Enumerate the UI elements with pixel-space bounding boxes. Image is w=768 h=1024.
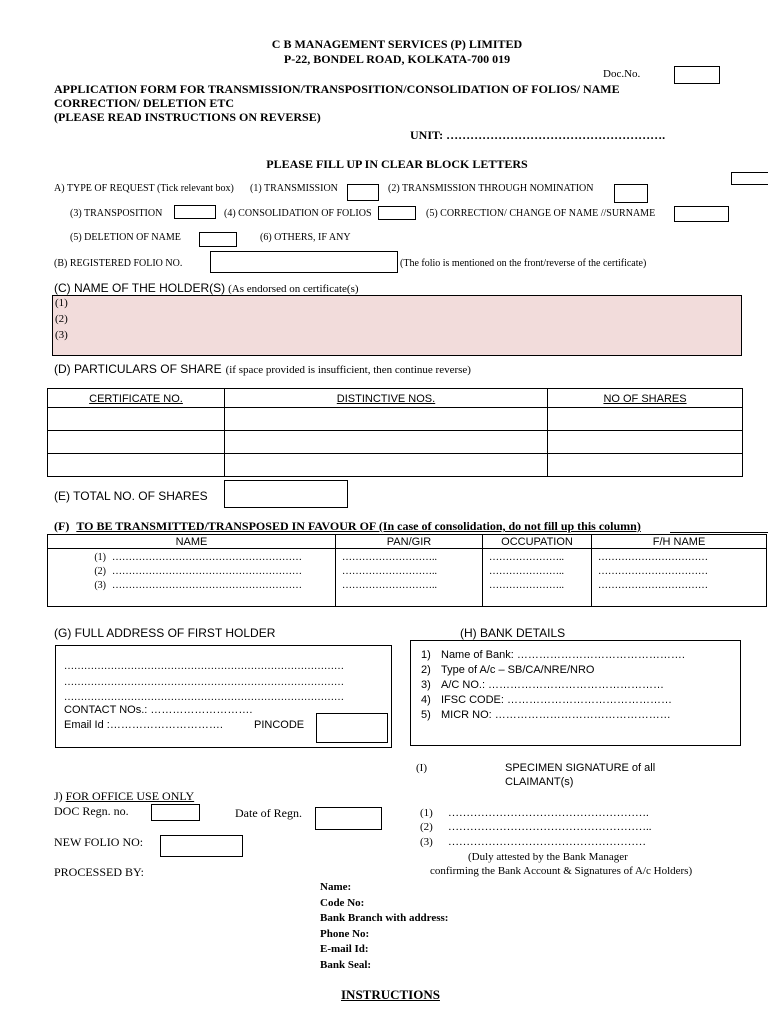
micr-row: 5) MICR NO: ………………………………………… xyxy=(421,709,671,721)
col-certificate-no: CERTIFICATE NO. xyxy=(48,389,225,408)
opt-transmission-label: (1) TRANSMISSION xyxy=(250,183,338,194)
holder-names-heading xyxy=(54,281,359,296)
attestation-note-1: (Duly attested by the Bank Manager xyxy=(468,851,628,863)
folio-no-note: (The folio is mentioned on the front/reverse of the certificate) xyxy=(400,258,647,269)
office-use-label: FOR OFFICE USE ONLY xyxy=(65,789,195,803)
signature-num: (I) xyxy=(416,762,427,774)
bank-official-seal: Bank Seal: xyxy=(320,958,372,971)
opt-nomination-label: (2) TRANSMISSION THROUGH NOMINATION xyxy=(388,183,594,194)
holder-names-note: (As endorsed on certificate(s) xyxy=(228,283,359,295)
table-row xyxy=(48,431,743,454)
signature-label-2: CLAIMANT(s) xyxy=(505,776,574,788)
new-folio-label: NEW FOLIO NO: xyxy=(54,835,144,849)
signature-row-2: (2) ……………………………………………….. xyxy=(420,821,652,833)
table-row xyxy=(48,454,743,477)
address-line-2: ………………………………………………………………………… xyxy=(64,677,344,688)
share-particulars-note: (if space provided is insufficient, then continue reverse) xyxy=(225,364,471,376)
form-title-line-2: CORRECTION/ DELETION ETC xyxy=(54,96,235,110)
bank-name-row: 1) Name of Bank: ………………………………………. xyxy=(421,649,685,661)
doc-regn-input[interactable] xyxy=(151,804,200,821)
share-particulars-heading xyxy=(54,360,471,378)
col-no-of-shares: NO OF SHARES xyxy=(548,389,743,408)
share-particulars-label: (D) PARTICULARS OF SHARE xyxy=(54,362,222,376)
company-name: C B MANAGEMENT SERVICES (P) LIMITED xyxy=(271,37,523,51)
transfer-label: TO BE TRANSMITTED/TRANSPOSED IN FAVOUR OF (In case of consolidation, do not fill up this column) xyxy=(76,519,641,533)
bank-official-email: E-mail Id: xyxy=(320,943,369,955)
address-box[interactable] xyxy=(55,645,392,748)
email-id: Email Id :…………………………. xyxy=(64,719,223,731)
total-shares-input[interactable] xyxy=(224,480,348,508)
opt-transposition-checkbox[interactable] xyxy=(174,205,216,219)
office-use-prefix: J) xyxy=(54,789,63,803)
col-pan-gir: PAN/GIR xyxy=(336,535,483,549)
folio-no-label: (B) REGISTERED FOLIO NO. xyxy=(54,258,183,269)
opt-correction-label: (5) CORRECTION/ CHANGE OF NAME //SURNAME xyxy=(426,208,656,219)
company-address: P-22, BONDEL ROAD, KOLKATA-700 019 xyxy=(283,52,511,66)
opt-deletion-checkbox[interactable] xyxy=(199,232,237,247)
processed-by-label: PROCESSED BY: xyxy=(54,865,144,879)
col-distinctive-nos: DISTINCTIVE NOS. xyxy=(225,389,548,408)
bank-official-fields xyxy=(320,880,448,973)
block-letters-note: PLEASE FILL UP IN CLEAR BLOCK LETTERS xyxy=(266,157,528,171)
transfer-pan-cell[interactable]: ……………………….. ……………………….. ……………………….. xyxy=(336,549,483,607)
share-particulars-table xyxy=(47,388,743,477)
pincode-input[interactable] xyxy=(316,713,388,743)
holder-row-2: (2) xyxy=(55,313,68,325)
bank-official-code: Code No: xyxy=(320,896,365,909)
date-regn-input[interactable] xyxy=(315,807,382,830)
transfer-heading xyxy=(54,519,641,534)
table-row: (2) ………………………………………………… xyxy=(94,566,302,577)
new-folio-input[interactable] xyxy=(160,835,243,857)
opt-consolidation-checkbox[interactable] xyxy=(378,206,416,220)
table-row: (1) ………………………………………………… xyxy=(94,552,302,563)
transfer-fh-cell[interactable]: …………………………… …………………………… …………………………… xyxy=(592,549,767,607)
form-title-line-1: APPLICATION FORM FOR TRANSMISSION/TRANSPOSITION/CONSOLIDATION OF FOLIOS/ NAME xyxy=(54,82,620,96)
doc-regn-label: DOC Regn. no. xyxy=(54,804,129,818)
doc-no-label: Doc.No. xyxy=(603,68,641,80)
transfer-occupation-cell[interactable]: ………………….. ………………….. ………………….. xyxy=(483,549,592,607)
form-instruction-note: (PLEASE READ INSTRUCTIONS ON REVERSE) xyxy=(54,110,321,124)
signature-row-3: (3) ……………………………………………… xyxy=(420,836,646,848)
total-shares-label: (E) TOTAL NO. OF SHARES xyxy=(54,489,208,503)
holder-row-1: (1) xyxy=(55,297,68,309)
opt-consolidation-label: (4) CONSOLIDATION OF FOLIOS xyxy=(224,208,372,219)
doc-no-input[interactable] xyxy=(674,66,720,84)
col-fh-name: F/H NAME xyxy=(592,535,767,549)
signature-row-1: (1) ………………………………………………. xyxy=(420,807,649,819)
col-name: NAME xyxy=(48,535,336,549)
table-row xyxy=(48,408,743,431)
opt-transposition-label: (3) TRANSPOSITION xyxy=(70,208,163,219)
transfer-prefix: (F) xyxy=(54,519,70,533)
bank-official-phone: Phone No: xyxy=(320,927,370,940)
holder-row-3: (3) xyxy=(55,329,68,341)
pincode-label: PINCODE xyxy=(254,719,305,731)
bank-details-label: (H) BANK DETAILS xyxy=(460,626,566,640)
transfer-name-cell[interactable] xyxy=(48,549,336,607)
address-line-1: ………………………………………………………………………… xyxy=(64,661,344,672)
bank-official-branch: Bank Branch with address: xyxy=(320,912,449,924)
transfer-table xyxy=(47,534,767,607)
date-regn-label: Date of Regn. xyxy=(235,806,302,820)
opt-transmission-checkbox[interactable] xyxy=(347,184,379,201)
table-row: (3) ………………………………………………… xyxy=(94,580,302,591)
account-no-row: 3) A/C NO.: ………………………………………… xyxy=(421,679,665,691)
folio-no-input[interactable] xyxy=(210,251,398,273)
col-occupation: OCCUPATION xyxy=(483,535,592,549)
opt-others-label: (6) OTHERS, IF ANY xyxy=(260,232,351,243)
holder-names-box[interactable] xyxy=(52,295,742,356)
account-type-row: 2) Type of A/c – SB/CA/NRE/NRO xyxy=(421,664,595,676)
opt-nomination-checkbox[interactable] xyxy=(614,184,648,203)
request-type-label: A) TYPE OF REQUEST (Tick relevant box) xyxy=(54,183,234,194)
address-label: (G) FULL ADDRESS OF FIRST HOLDER xyxy=(54,626,276,640)
opt-deletion-label: (5) DELETION OF NAME xyxy=(70,232,181,243)
bank-details-box[interactable] xyxy=(410,640,741,746)
corner-box xyxy=(731,172,768,185)
holder-names-label: (C) NAME OF THE HOLDER(S) xyxy=(54,281,226,295)
office-use-heading xyxy=(54,789,194,804)
signature-label-1: SPECIMEN SIGNATURE of all xyxy=(505,762,656,774)
contact-nos: CONTACT NOs.: ………………………. xyxy=(64,704,253,716)
unit-field: UNIT: ………………………………………………. xyxy=(410,128,666,142)
attestation-note-2: confirming the Bank Account & Signatures of A/c Holders) xyxy=(430,865,693,877)
address-line-3: ………………………………………………………………………… xyxy=(64,692,344,703)
instructions-heading: INSTRUCTIONS xyxy=(341,987,440,1002)
transfer-heading-rule xyxy=(670,532,768,533)
bank-official-name: Name: xyxy=(320,881,352,893)
opt-correction-checkbox[interactable] xyxy=(674,206,729,222)
ifsc-row: 4) IFSC CODE: ……………………………………… xyxy=(421,694,673,706)
